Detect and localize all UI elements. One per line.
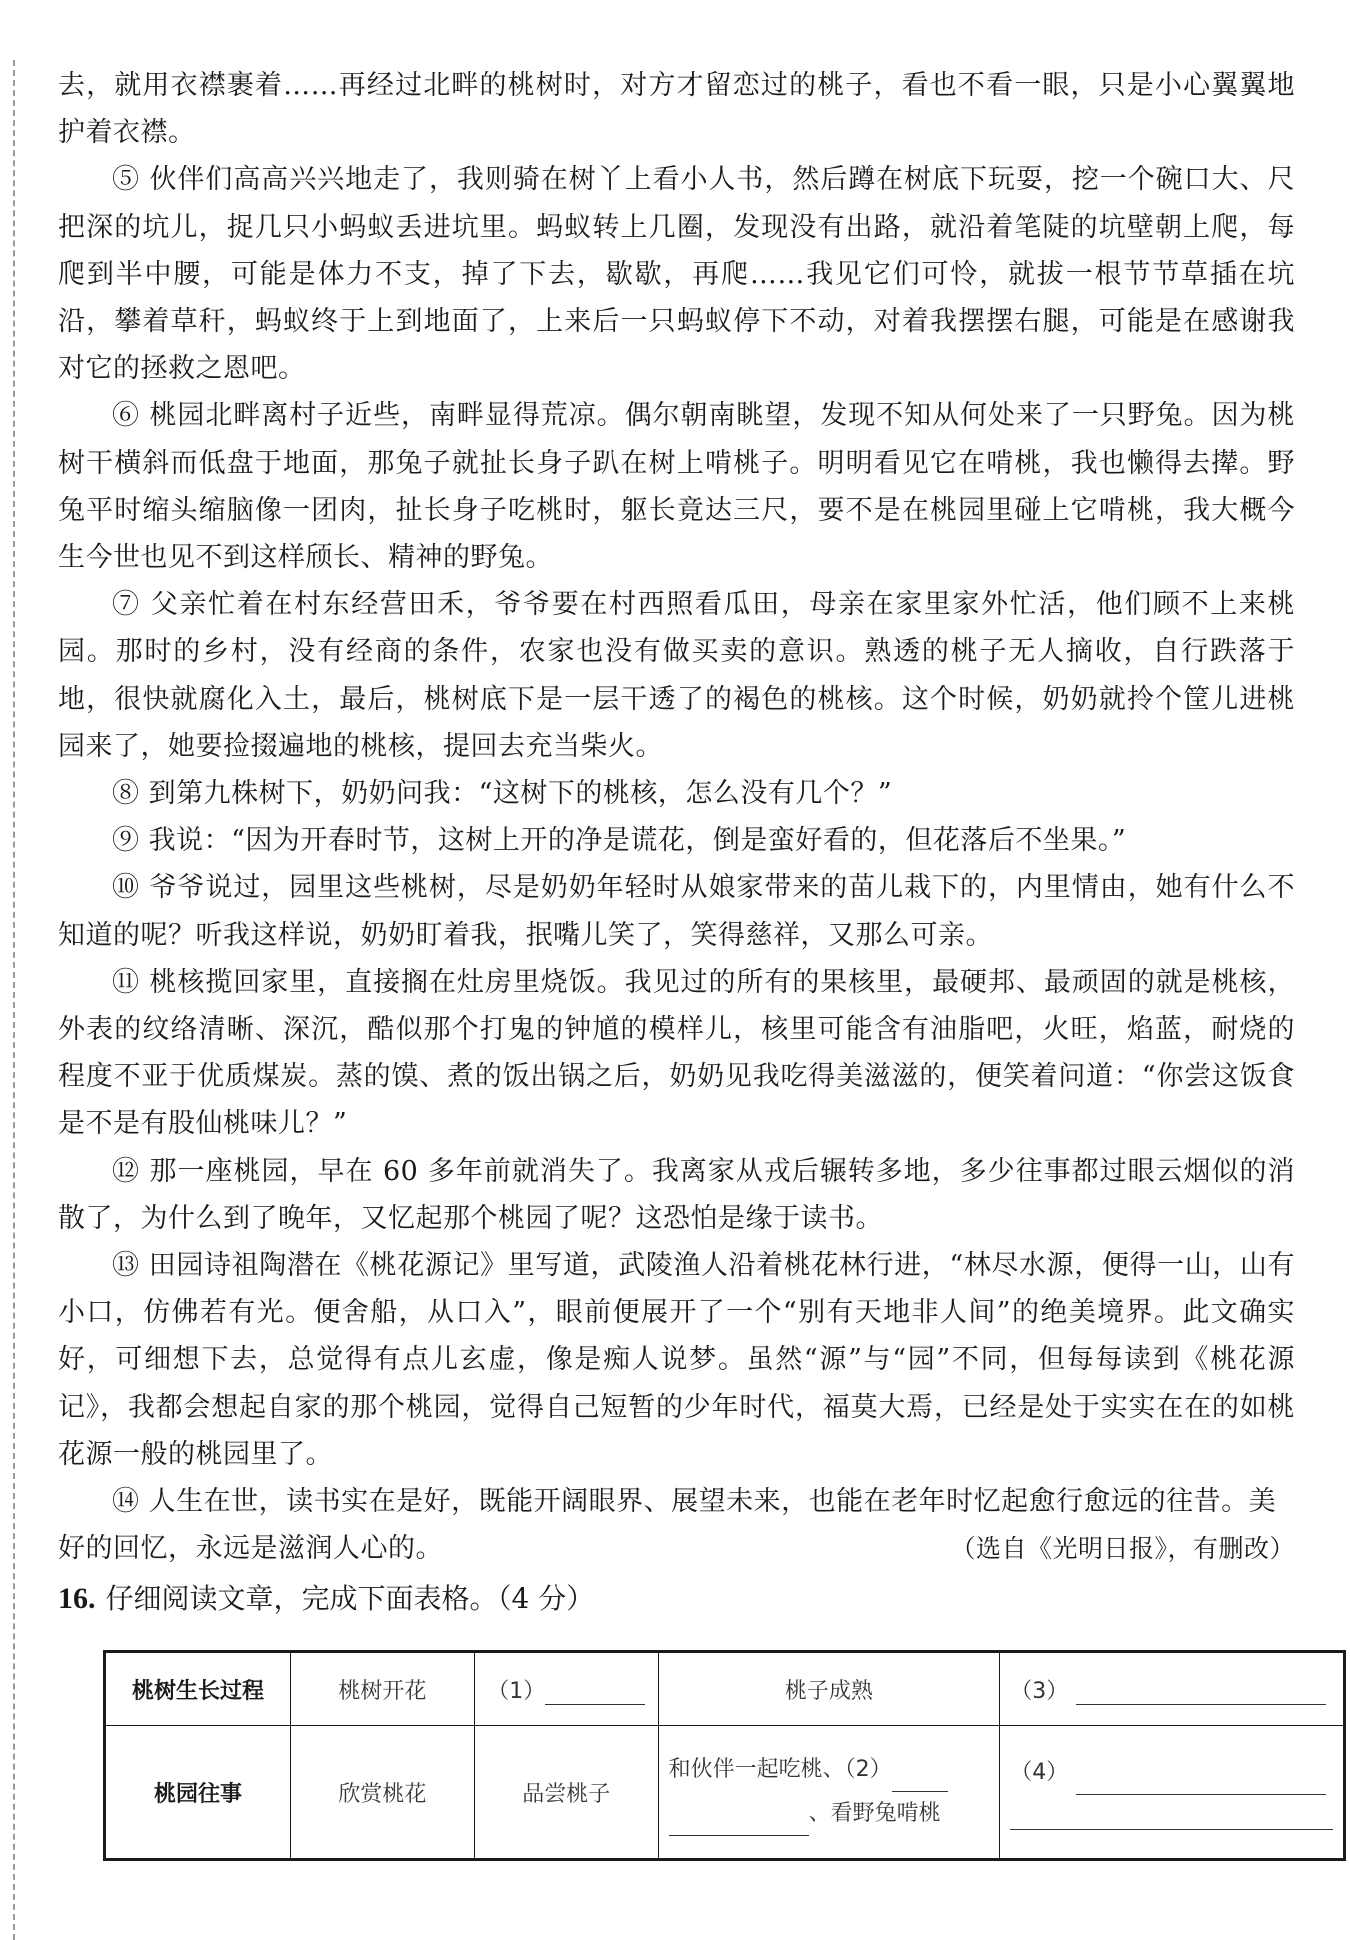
answer-blank-2b[interactable] xyxy=(669,1809,809,1836)
blank-4-label: （4） xyxy=(1010,1759,1069,1785)
answer-table xyxy=(103,1650,1346,1861)
paragraph-14-last-line xyxy=(58,1525,1295,1572)
cell-enjoy-flowers: 欣赏桃花 xyxy=(290,1726,474,1860)
row-header-memories: 桃园往事 xyxy=(105,1726,291,1860)
answer-blank-4a[interactable] xyxy=(1076,1768,1326,1795)
article-page xyxy=(58,62,1295,1633)
source-citation: （选自《光明日报》，有删改） xyxy=(950,1534,1295,1564)
cell-blank-4[interactable] xyxy=(1000,1726,1345,1860)
blank-3-label: （3） xyxy=(1010,1678,1069,1704)
row-header-growth: 桃树生长过程 xyxy=(105,1652,291,1726)
blank-2-line2 xyxy=(669,1792,990,1836)
table-row-memories xyxy=(105,1726,1345,1860)
paragraph-5: ⑤ 伙伴们高高兴兴地走了，我则骑在树丫上看小人书，然后蹲在树底下玩耍，挖一个碗口大、尺把深的坑儿，捉几只小蚂蚁丢进坑里。蚂蚁转上几圈，发现没有出路，就沿着笔陡的坑壁朝上爬，每爬到半中腰，可能是体力不支，掉了下去，歇歇，再爬……我见它们可怜，就拔一根节节草插在坑沿，攀着草秆，蚂蚁终于上到地面了，上来后一只蚂蚁停下不动，对着我摆摆右腿，可能是在感谢我对它的拯救之恩吧。 xyxy=(58,164,1295,385)
blank-2-suffix: 、看野兔啃桃 xyxy=(808,1801,941,1826)
question-number: 16. xyxy=(58,1581,96,1615)
paragraph-10: ⑩ 爷爷说过，园里这些桃树，尽是奶奶年轻时从娘家带来的苗儿栽下的，内里情由，她有什么不知道的呢？听我这样说，奶奶盯着我，抿嘴儿笑了，笑得慈祥，又那么可亲。 xyxy=(58,872,1295,951)
blank-2-label: 和伙伴一起吃桃、（2） xyxy=(668,1757,892,1782)
paragraph-8: ⑧ 到第九株树下，奶奶问我：“这树下的桃核，怎么没有几个？” xyxy=(112,778,893,810)
cell-blank-1[interactable] xyxy=(474,1652,658,1726)
paragraph-13: ⑬ 田园诗祖陶潜在《桃花源记》里写道，武陵渔人沿着桃花林行进，“林尽水源，便得一山，山有小口，仿佛若有光。便舍船，从口入”，眼前便展开了一个“别有天地非人间”的绝美境界。此文确实好，可细想下去，总觉得有点儿玄虚，像是痴人说梦。虽然“源”与“园”不同，但每每读到《桃花源记》，我都会想起自家的那个桃园，觉得自己短暂的少年时代，福莫大焉，已经是处于实实在在的如桃花源一般的桃园里了。 xyxy=(58,1250,1295,1470)
cell-taste-peaches: 品尝桃子 xyxy=(474,1726,658,1860)
blank-2-line1 xyxy=(669,1748,990,1792)
cell-ripening: 桃子成熟 xyxy=(658,1652,1000,1726)
paragraph-7: ⑦ 父亲忙着在村东经营田禾，爷爷要在村西照看瓜田，母亲在家里家外忙活，他们顾不上来桃园。那时的乡村，没有经商的条件，农家也没有做买卖的意识。熟透的桃子无人摘收，自行跌落于地，很快就腐化入土，最后，桃树底下是一层干透了的褐色的桃核。这个时候，奶奶就拎个筐儿进桃园来了，她要捡掇遍地的桃核，提回去充当柴火。 xyxy=(58,589,1295,762)
paragraph-6: ⑥ 桃园北畔离村子近些，南畔显得荒凉。偶尔朝南眺望，发现不知从何处来了一只野兔。因为桃树干横斜而低盘于地面，那兔子就扯长身子趴在树上啃桃子。明明看见它在啃桃，我也懒得去撵。野兔平时缩头缩脑像一团肉，扯长身子吃桃时，躯长竟达三尺，要不是在桃园里碰上它啃桃，我大概今生今世也见不到这样颀长、精神的野兔。 xyxy=(58,400,1295,574)
answer-blank-3[interactable] xyxy=(1076,1678,1326,1705)
last-line-text: 好的回忆，永远是滋润人心的。 xyxy=(58,1533,443,1565)
paragraph-12: ⑫ 那一座桃园，早在 60 多年前就消失了。我离家从戎后辗转多地，多少往事都过眼云烟似的消散了，为什么到了晚年，又忆起那个桃园了呢？这恐怕是缘于读书。 xyxy=(58,1155,1295,1234)
question-16 xyxy=(58,1579,1295,1619)
cell-blank-2[interactable] xyxy=(658,1726,1000,1860)
blank-1-label: （1） xyxy=(487,1678,546,1704)
answer-blank-2a[interactable] xyxy=(892,1765,948,1792)
answer-blank-1[interactable] xyxy=(545,1678,645,1705)
answer-blank-4b[interactable] xyxy=(1010,1795,1333,1830)
paragraph-continued: 去，就用衣襟裹着……再经过北畔的桃树时，对方才留恋过的桃子，看也不看一眼，只是小心翼翼地护着衣襟。 xyxy=(58,70,1295,149)
paragraph-11: ⑪ 桃核揽回家里，直接搁在灶房里烧饭。我见过的所有的果核里，最硬邦、最顽固的就是桃核，外表的纹络清晰、深沉，酷似那个打鬼的钟馗的模样儿，核里可能含有油脂吧，火旺，焰蓝，耐烧的程度不亚于优质煤炭。蒸的馍、煮的饭出锅之后，奶奶见我吃得美滋滋的，便笑着问道：“你尝这饭食是不是有股仙桃味儿？” xyxy=(58,966,1295,1140)
binding-margin-line xyxy=(13,60,15,1940)
question-text: 仔细阅读文章，完成下面表格。（4 分） xyxy=(105,1581,595,1615)
paragraph-9: ⑨ 我说：“因为开春时节，这树上开的净是谎花，倒是蛮好看的，但花落后不坐果。” xyxy=(112,825,1127,857)
article-body xyxy=(58,62,1295,1573)
cell-blank-3[interactable] xyxy=(1000,1652,1345,1726)
paragraph-14: ⑭ 人生在世，读书实在是好，既能开阔眼界、展望未来，也能在老年时忆起愈行愈远的往昔。美 xyxy=(112,1486,1277,1518)
answer-table-wrapper xyxy=(58,1650,1346,1861)
cell-flowering: 桃树开花 xyxy=(290,1652,474,1726)
blank-4-line1 xyxy=(1010,1751,1333,1795)
table-row-growth xyxy=(105,1652,1345,1726)
